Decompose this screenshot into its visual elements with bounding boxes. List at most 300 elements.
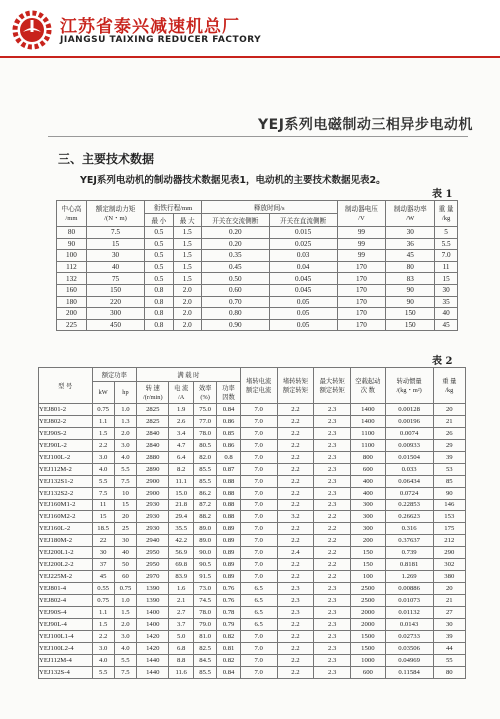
table-cell: 0.8181 <box>385 559 433 571</box>
table-cell: 2.2 <box>277 427 314 439</box>
table-cell: 83.9 <box>169 571 194 583</box>
table-cell: YEJ132S2-2 <box>39 487 93 499</box>
table-cell: 2.4 <box>277 547 314 559</box>
table-cell: 1.5 <box>92 427 114 439</box>
table-cell: 1.1 <box>92 606 114 618</box>
table-cell: 6.5 <box>240 595 277 607</box>
table-cell: 0.8 <box>145 319 173 331</box>
table-cell: 15 <box>86 238 144 250</box>
table-cell: 2.2 <box>277 463 314 475</box>
table-cell: 8.8 <box>169 654 194 666</box>
table-row <box>57 261 458 273</box>
table-cell: 0.89 <box>217 547 240 559</box>
table-cell: 0.5 <box>145 238 173 250</box>
table-cell: 2.0 <box>173 284 201 296</box>
table-cell: 450 <box>86 319 144 331</box>
col-stroke-max: 最 大 <box>173 214 201 227</box>
table-cell: 600 <box>351 463 386 475</box>
table-cell: 1500 <box>351 642 386 654</box>
col-locked-current-ratio: 堵转电流 额定电流 <box>240 368 277 404</box>
table-cell: 0.86 <box>217 439 240 451</box>
table-cell: 6.5 <box>240 618 277 630</box>
table-cell: 170 <box>337 273 386 285</box>
table-cell: 1.269 <box>385 571 433 583</box>
table-cell: 2.2 <box>277 499 314 511</box>
table-cell: 1400 <box>351 415 386 427</box>
table-cell: 2.2 <box>314 535 351 547</box>
col-full-load: 满 载 时 <box>137 368 241 382</box>
table-cell: 2.3 <box>314 666 351 678</box>
table-row <box>39 535 466 547</box>
table-cell: 400 <box>351 487 386 499</box>
table-cell: 150 <box>386 308 435 320</box>
table-cell: 0.5 <box>145 261 173 273</box>
table-cell: 2.2 <box>92 630 114 642</box>
table-cell: 7.0 <box>240 415 277 427</box>
table2-label: 表 2 <box>432 356 453 367</box>
table-cell: 2.3 <box>277 595 314 607</box>
table-cell: 7.0 <box>240 439 277 451</box>
table-cell: 0.76 <box>217 583 240 595</box>
table-cell: 2.2 <box>277 666 314 678</box>
table-cell: 7.5 <box>114 666 136 678</box>
table-cell: 0.88 <box>217 499 240 511</box>
table-cell: 2950 <box>137 559 169 571</box>
table-cell: 0.01073 <box>385 595 433 607</box>
table-cell: 45 <box>386 250 435 262</box>
table-cell: 0.045 <box>269 284 337 296</box>
table-cell: 5.0 <box>169 630 194 642</box>
table-cell: 150 <box>386 319 435 331</box>
table-cell: 0.739 <box>385 547 433 559</box>
table-cell: 2.2 <box>277 535 314 547</box>
table-cell: 26 <box>433 427 465 439</box>
table-cell: 2.2 <box>277 654 314 666</box>
table-cell: 15 <box>92 511 114 523</box>
table-cell: 2.2 <box>277 559 314 571</box>
table-cell: 1.0 <box>114 404 136 416</box>
table-cell: 170 <box>337 308 386 320</box>
table-cell: 1.5 <box>173 250 201 262</box>
table-cell: 2500 <box>351 583 386 595</box>
table-cell: 2.3 <box>314 618 351 630</box>
table-cell: YEJ200L2-2 <box>39 559 93 571</box>
table-cell: 2.3 <box>314 451 351 463</box>
table-cell: 200 <box>351 535 386 547</box>
table-cell: 77.0 <box>193 415 216 427</box>
company-logo-icon <box>12 10 52 50</box>
table-cell: 1.3 <box>114 415 136 427</box>
table-cell: 2.3 <box>314 475 351 487</box>
table-cell: 11.1 <box>169 475 194 487</box>
table-cell: YEJ160M2-2 <box>39 511 93 523</box>
table-cell: 0.85 <box>217 427 240 439</box>
table-cell: 7.0 <box>240 523 277 535</box>
table-cell: 0.84 <box>217 404 240 416</box>
table-cell: 2900 <box>137 475 169 487</box>
table-cell: 7.0 <box>240 630 277 642</box>
table-cell: 0.76 <box>217 595 240 607</box>
table-cell: 90 <box>433 487 465 499</box>
table-cell: 7.0 <box>240 463 277 475</box>
table-cell: 0.8 <box>145 284 173 296</box>
table-cell: 0.82 <box>217 630 240 642</box>
table-cell: 25 <box>114 523 136 535</box>
table-cell: 60 <box>114 571 136 583</box>
table-cell: 2.3 <box>314 499 351 511</box>
table-cell: YEJ90L-2 <box>39 439 93 451</box>
table-cell: 90.5 <box>193 559 216 571</box>
table-row <box>39 666 466 678</box>
table-cell: 87.2 <box>193 499 216 511</box>
table-cell: 3.0 <box>92 642 114 654</box>
col-brake-torque: 额定制动力矩 /(N・m) <box>86 201 144 227</box>
table-cell: 56.9 <box>169 547 194 559</box>
table-cell: 290 <box>433 547 465 559</box>
table-cell: 1390 <box>137 583 169 595</box>
table-cell: 10 <box>114 487 136 499</box>
table-cell: 1.6 <box>169 583 194 595</box>
section-heading: 三、主要技术数据 <box>58 152 155 166</box>
table-cell: 81.0 <box>193 630 216 642</box>
table-cell: 78.0 <box>193 606 216 618</box>
table-cell: 2.2 <box>277 571 314 583</box>
table-cell: 4.7 <box>169 439 194 451</box>
table-cell: 2840 <box>137 439 169 451</box>
table-cell: 7.0 <box>240 654 277 666</box>
table-cell: YEJ200L1-2 <box>39 547 93 559</box>
table-cell: 40 <box>114 547 136 559</box>
table-cell: 300 <box>351 523 386 535</box>
table-cell: 1420 <box>137 630 169 642</box>
table-cell: 0.20 <box>201 238 269 250</box>
table-cell: 7.0 <box>240 642 277 654</box>
table-cell: 1420 <box>137 642 169 654</box>
col-weight: 重 量 /kg <box>433 368 465 404</box>
table-cell: 170 <box>337 261 386 273</box>
table-cell: 2.2 <box>277 487 314 499</box>
table-cell: 75 <box>86 273 144 285</box>
table-cell: 0.04 <box>269 261 337 273</box>
table-cell: 0.5 <box>145 273 173 285</box>
table-cell: 2.3 <box>314 606 351 618</box>
table-cell: YEJ132S-4 <box>39 666 93 678</box>
table-row <box>39 606 466 618</box>
table-cell: 2900 <box>137 487 169 499</box>
table-row <box>39 499 466 511</box>
table-cell: YEJ802-2 <box>39 415 93 427</box>
table-cell: 15.0 <box>169 487 194 499</box>
table-cell: 0.90 <box>201 319 269 331</box>
table-cell: 0.05 <box>269 319 337 331</box>
table-cell: 100 <box>57 250 87 262</box>
table-cell: 7.5 <box>114 475 136 487</box>
table-cell: 0.50 <box>201 273 269 285</box>
table-cell: 18.5 <box>92 523 114 535</box>
table-cell: 7.0 <box>240 404 277 416</box>
table-cell: 0.87 <box>217 463 240 475</box>
table-cell: 2.2 <box>277 523 314 535</box>
table-cell: 15 <box>114 499 136 511</box>
table-cell: 37 <box>92 559 114 571</box>
table-cell: 175 <box>433 523 465 535</box>
table-row <box>57 308 458 320</box>
table-row <box>39 475 466 487</box>
table-row <box>57 238 458 250</box>
table-cell: 30 <box>86 250 144 262</box>
table-row <box>39 415 466 427</box>
table-cell: 0.04969 <box>385 654 433 666</box>
table-cell: 0.00886 <box>385 583 433 595</box>
table-cell: 0.015 <box>269 227 337 239</box>
table-cell: YEJ801-4 <box>39 583 93 595</box>
table-cell: 0.5 <box>145 250 173 262</box>
table-cell: 2.2 <box>277 404 314 416</box>
table-cell: 1.5 <box>173 238 201 250</box>
col-stroke: 衔铁行程/mm <box>145 201 202 214</box>
table-cell: 20 <box>114 511 136 523</box>
table-cell: 0.0143 <box>385 618 433 630</box>
table-cell: 0.8 <box>145 296 173 308</box>
table-cell: 2500 <box>351 595 386 607</box>
col-brake-power: 制动器功率 /W <box>386 201 435 227</box>
table-cell: 5.5 <box>435 238 458 250</box>
table-cell: 170 <box>337 319 386 331</box>
table-cell: 0.8 <box>217 451 240 463</box>
table-cell: 2.3 <box>314 415 351 427</box>
table-cell: 0.5 <box>145 227 173 239</box>
col-release-time: 释放时间/s <box>201 201 337 214</box>
table-cell: 2950 <box>137 547 169 559</box>
table-row <box>39 511 466 523</box>
table-cell: 69.8 <box>169 559 194 571</box>
col-current: 电 流 /A <box>169 382 194 404</box>
table-row <box>57 250 458 262</box>
table-row <box>57 227 458 239</box>
document-title: YEJ系列电磁制动三相异步电动机 <box>258 117 473 133</box>
table-cell: 5.5 <box>114 654 136 666</box>
table-cell: 30 <box>92 547 114 559</box>
table-cell: 170 <box>337 296 386 308</box>
table-cell: 220 <box>86 296 144 308</box>
table-cell: 36 <box>386 238 435 250</box>
table-cell: 6.5 <box>240 606 277 618</box>
table-cell: 2930 <box>137 523 169 535</box>
table-row <box>39 559 466 571</box>
table-cell: 74.5 <box>193 595 216 607</box>
table-cell: 0.84 <box>217 666 240 678</box>
table-cell: 0.88 <box>217 475 240 487</box>
table-cell: 21.8 <box>169 499 194 511</box>
table-cell: 0.60 <box>201 284 269 296</box>
table-cell: 80.5 <box>193 439 216 451</box>
table-row <box>39 547 466 559</box>
table-cell: 2.2 <box>92 439 114 451</box>
table-cell: 150 <box>351 559 386 571</box>
table-cell: 0.025 <box>269 238 337 250</box>
table-cell: 0.033 <box>385 463 433 475</box>
table-cell: 7.5 <box>92 487 114 499</box>
table-cell: 212 <box>433 535 465 547</box>
table-cell: 40 <box>86 261 144 273</box>
table-cell: 2825 <box>137 404 169 416</box>
table-cell: 3.0 <box>114 630 136 642</box>
table-cell: 2.3 <box>277 606 314 618</box>
table-cell: 0.75 <box>92 404 114 416</box>
table-cell: 2.0 <box>173 296 201 308</box>
table-cell: YEJ801-2 <box>39 404 93 416</box>
table-cell: 11 <box>435 261 458 273</box>
col-no-load-starts: 空载起动 次 数 <box>351 368 386 404</box>
table-cell: 3.7 <box>169 618 194 630</box>
table-cell: 2.3 <box>314 630 351 642</box>
table-cell: 2.2 <box>314 559 351 571</box>
table-cell: 45 <box>435 319 458 331</box>
table-cell: 0.045 <box>269 273 337 285</box>
table-cell: 1.1 <box>92 415 114 427</box>
table-cell: 35.5 <box>169 523 194 535</box>
table-cell: 85.5 <box>193 666 216 678</box>
table-cell: 99 <box>337 227 386 239</box>
col-weight: 重 量 /kg <box>435 201 458 227</box>
table-cell: 0.316 <box>385 523 433 535</box>
table-cell: 2.2 <box>277 475 314 487</box>
table-cell: 2.3 <box>314 583 351 595</box>
table-cell: 45 <box>92 571 114 583</box>
table-cell: 7.0 <box>240 511 277 523</box>
table-cell: 0.01504 <box>385 451 433 463</box>
table-cell: 0.05 <box>269 308 337 320</box>
table-cell: 300 <box>351 499 386 511</box>
table-cell: 0.00128 <box>385 404 433 416</box>
table-cell: 40 <box>435 308 458 320</box>
table-cell: YEJ802-4 <box>39 595 93 607</box>
table-cell: 29.4 <box>169 511 194 523</box>
table-cell: 50 <box>114 559 136 571</box>
table-cell: 0.89 <box>217 535 240 547</box>
table-cell: 1440 <box>137 666 169 678</box>
table-cell: 7.0 <box>240 547 277 559</box>
col-locked-torque-ratio: 堵转转矩 额定转矩 <box>277 368 314 404</box>
table-cell: 35 <box>435 296 458 308</box>
table-cell: 0.02733 <box>385 630 433 642</box>
table-cell: 4.0 <box>114 642 136 654</box>
table-cell: 0.11584 <box>385 666 433 678</box>
table-cell: 0.86 <box>217 415 240 427</box>
table-cell: 2.3 <box>314 404 351 416</box>
table-cell: 1.5 <box>173 261 201 273</box>
table-cell: 150 <box>86 284 144 296</box>
table-row <box>39 523 466 535</box>
motor-data-table <box>38 367 466 679</box>
table-cell: 2890 <box>137 463 169 475</box>
table-cell: 0.75 <box>92 595 114 607</box>
table-cell: 0.26623 <box>385 511 433 523</box>
table-row <box>39 463 466 475</box>
table-cell: 89.0 <box>193 535 216 547</box>
table-cell: 0.20 <box>201 227 269 239</box>
table-cell: YEJ225M-2 <box>39 571 93 583</box>
table-cell: 5.5 <box>92 666 114 678</box>
col-max-torque-ratio: 最大转矩 额定转矩 <box>314 368 351 404</box>
table-cell: 1.0 <box>114 595 136 607</box>
table-cell: 7.0 <box>240 666 277 678</box>
table-cell: 2.2 <box>314 571 351 583</box>
table-cell: 99 <box>337 238 386 250</box>
table-cell: 2.7 <box>169 606 194 618</box>
table-cell: 1100 <box>351 427 386 439</box>
table-cell: 1.5 <box>92 618 114 630</box>
table-cell: 30 <box>114 535 136 547</box>
table-cell: 2970 <box>137 571 169 583</box>
table-cell: 0.03506 <box>385 642 433 654</box>
table-cell: 78.0 <box>193 427 216 439</box>
table-row <box>39 630 466 642</box>
table-cell: 21 <box>433 415 465 427</box>
table-cell: 75.0 <box>193 404 216 416</box>
table-cell: 2930 <box>137 499 169 511</box>
table-cell: 200 <box>57 308 87 320</box>
table-cell: 300 <box>351 511 386 523</box>
table-cell: 3.2 <box>277 511 314 523</box>
col-kw: kW <box>92 382 114 404</box>
table-row <box>39 451 466 463</box>
table-cell: 2.2 <box>277 618 314 630</box>
table-cell: 6.4 <box>169 451 194 463</box>
table-cell: 2.3 <box>314 642 351 654</box>
table-row <box>39 595 466 607</box>
table-cell: 2.3 <box>277 583 314 595</box>
table-cell: 1.5 <box>114 606 136 618</box>
table-cell: 0.88 <box>217 511 240 523</box>
col-model: 型 号 <box>39 368 93 404</box>
table-cell: 0.01132 <box>385 606 433 618</box>
table-cell: 800 <box>351 451 386 463</box>
table-row <box>39 654 466 666</box>
table-cell: 1500 <box>351 630 386 642</box>
table-cell: 1400 <box>137 618 169 630</box>
table-row <box>39 487 466 499</box>
table-cell: YEJ100L2-4 <box>39 642 93 654</box>
table-row <box>39 618 466 630</box>
table-cell: 0.45 <box>201 261 269 273</box>
table-cell: 2.3 <box>314 439 351 451</box>
table-cell: 39 <box>433 451 465 463</box>
table-cell: 1400 <box>351 404 386 416</box>
table-cell: 90 <box>386 296 435 308</box>
table-cell: 5.5 <box>114 463 136 475</box>
table-cell: 0.37637 <box>385 535 433 547</box>
table-cell: YEJ100L1-4 <box>39 630 93 642</box>
table-cell: 2.2 <box>277 415 314 427</box>
table-cell: 82.0 <box>193 451 216 463</box>
table-cell: 86.2 <box>193 487 216 499</box>
table-cell: 132 <box>57 273 87 285</box>
table-cell: 80 <box>386 261 435 273</box>
table-cell: 0.78 <box>217 606 240 618</box>
table-cell: 112 <box>57 261 87 273</box>
table-cell: 2.2 <box>277 451 314 463</box>
table-cell: 0.06434 <box>385 475 433 487</box>
table-row <box>39 642 466 654</box>
table-cell: 4.0 <box>92 654 114 666</box>
table-cell: 2.0 <box>173 319 201 331</box>
table-cell: YEJ90L-4 <box>39 618 93 630</box>
header-divider <box>0 56 500 58</box>
table-cell: 6.8 <box>169 642 194 654</box>
table-cell: 2.0 <box>173 308 201 320</box>
table-cell: 0.80 <box>201 308 269 320</box>
